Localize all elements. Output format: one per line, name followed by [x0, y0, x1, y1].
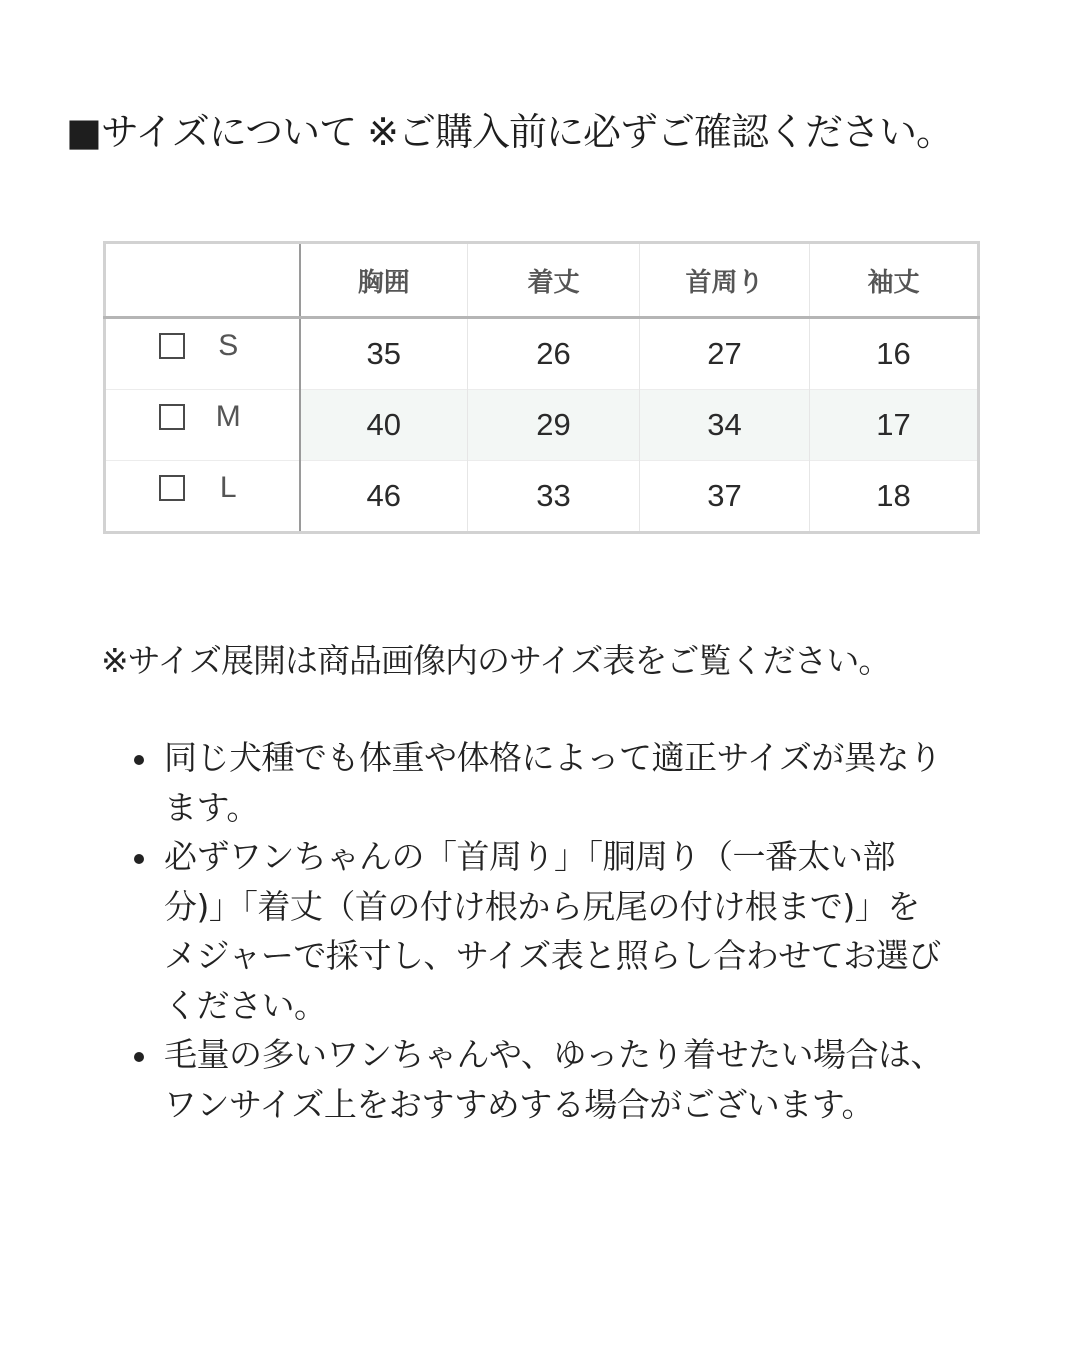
- table-cell: 17: [810, 390, 979, 461]
- list-item-line: ください。: [164, 985, 327, 1025]
- header-cell-length: 着丈: [468, 243, 640, 318]
- size-table: [103, 241, 980, 534]
- size-l-checkbox[interactable]: [159, 475, 185, 501]
- table-row-m: [105, 390, 979, 461]
- table-cell: 37: [640, 461, 810, 533]
- size-option-l[interactable]: [105, 461, 300, 533]
- size-s-checkbox[interactable]: [159, 333, 185, 359]
- table-cell: 46: [300, 461, 468, 533]
- table-cell: 16: [810, 318, 979, 390]
- list-item-line: ワンサイズ上をおすすめする場合がございます。: [164, 1084, 875, 1124]
- size-chart-note: ※サイズ展開は商品画像内のサイズ表をご覧ください。: [101, 641, 891, 680]
- header-cell-chest: 胸囲: [300, 243, 468, 318]
- table-row-l: [105, 461, 979, 533]
- table-cell: 26: [468, 318, 640, 390]
- size-m-checkbox[interactable]: [159, 404, 185, 430]
- table-cell: 35: [300, 318, 468, 390]
- notes-list: [126, 733, 996, 1129]
- list-item-line: メジャーで採寸し、サイズ表と照らし合わせてお選び: [164, 936, 941, 975]
- table-cell: 27: [640, 318, 810, 390]
- table-cell: 29: [468, 390, 640, 461]
- header-cell-size: [105, 243, 300, 318]
- list-item: [126, 832, 996, 1030]
- list-item-line: 必ずワンちゃんの「首周り」「胴周り（一番太い部: [164, 837, 895, 876]
- table-header-row: [105, 243, 979, 318]
- size-label: S: [218, 329, 239, 362]
- list-item: [126, 1030, 996, 1129]
- table-cell: 40: [300, 390, 468, 461]
- table-row-s: [105, 318, 979, 390]
- table-cell: 34: [640, 390, 810, 461]
- size-label: L: [219, 471, 237, 504]
- list-item-line: ます。: [164, 787, 259, 827]
- list-item-line: 分)」「着丈（首の付け根から尻尾の付け根まで)」を: [164, 886, 920, 926]
- list-item: [126, 733, 996, 832]
- size-label: M: [215, 400, 241, 433]
- table-cell: 18: [810, 461, 979, 533]
- table-cell: 33: [468, 461, 640, 533]
- header-cell-neck: 首周り: [640, 243, 810, 318]
- list-item-line: 同じ犬種でも体重や体格によって適正サイズが異なり: [164, 738, 942, 777]
- size-option-m[interactable]: [105, 390, 300, 461]
- list-item-line: 毛量の多いワンちゃんや、ゆったり着せたい場合は、: [164, 1035, 944, 1074]
- size-option-s[interactable]: [105, 318, 300, 390]
- header-cell-sleeve: 袖丈: [810, 243, 979, 318]
- page-title: ■サイズについて ※ご購入前に必ずご確認ください。: [66, 110, 954, 154]
